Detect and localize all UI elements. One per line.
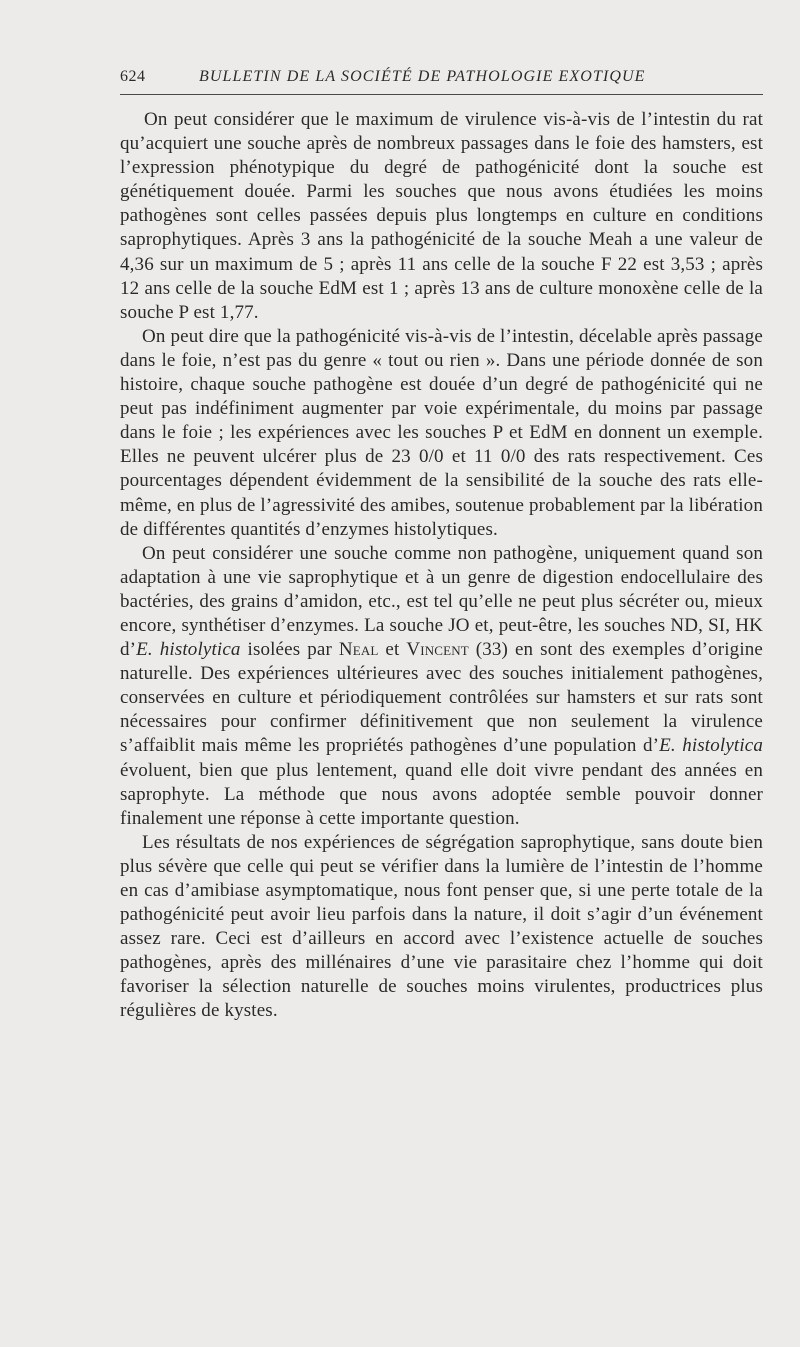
journal-title: BULLETIN DE LA SOCIÉTÉ DE PATHOLOGIE EXOTIQUE	[199, 68, 646, 85]
paragraph-non-pathogenic-strain	[120, 542, 763, 831]
paragraph-text-segment: évoluent, bien que plus lentement, quand elle doit vivre pendant des années en saprophyte. La méthode que nous avons adoptée semble pouvoir donner finalement une réponse à cette importante question.	[120, 759, 763, 829]
running-head	[120, 64, 763, 90]
species-name: E. histolytica	[659, 735, 763, 757]
paragraph-text-segment: (33) en sont des exemples d’origine naturelle. Des expériences ultérieures avec des souches initialement pathogènes, conservées en culture et périodiquement contrôlées sur hamsters et sur rats sont nécessaires pour confirmer définitivement que non seulement la virulence s’affaiblit mais même les propriétés pathogènes d’une population d’	[120, 639, 763, 757]
author-name: Vincent	[406, 639, 469, 661]
paragraph-saprophytic-segregation: Les résultats de nos expériences de ségrégation saprophytique, sans doute bien plus sévère que celle qui peut se vérifier dans la lumière de l’intestin de l’homme en cas d’amibiase asymptomatique, nous font penser que, si une perte totale de la pathogénicité peut avoir lieu parfois dans la nature, il doit s’agir d’un événement assez rare. Ceci est d’ailleurs en accord avec l’existence actuelle de souches pathogènes, après des millénaires d’une vie parasitaire chez l’homme qui doit favoriser la sélection naturelle de souches moins virulentes, productrices plus régulières de kystes.	[120, 831, 763, 1022]
species-name: E. histolytica	[136, 639, 241, 661]
article-body	[120, 108, 763, 1024]
paragraph-text-segment: et	[378, 639, 407, 661]
paragraph-virulence-maximum: On peut considérer que le maximum de virulence vis-à-vis de l’intestin du rat qu’acquiert une souche après de nombreux passages dans le foie des hamsters, est l’expression phénotypique du degré de pathogénicité dont la souche est génétiquement douée. Parmi les souches que nous avons étudiées les moins pathogènes sont celles passées depuis plus longtemps en culture en conditions saprophytiques. Après 3 ans la pathogénicité de la souche Meah a une valeur de 4,36 sur un maximum de 5 ; après 11 ans celle de la souche F 22 est 3,53 ; après 12 ans celle de la souche EdM est 1 ; après 13 ans de culture monoxène celle de la souche P est 1,77.	[120, 109, 763, 323]
paragraph-pathogenicity-degree: On peut dire que la pathogénicité vis-à-vis de l’intestin, décelable après passage dans le foie, n’est pas du genre « tout ou rien ». Dans une période donnée de son histoire, chaque souche pathogène est douée d’un degré de pathogénicité qui ne peut pas indéfiniment augmenter par voie expérimentale, du moins par passage dans le foie ; les expériences avec les souches P et EdM en donnent un exemple. Elles ne peuvent ulcérer plus de 23 0/0 et 11 0/0 des rats respectivement. Ces pourcentages dépendent évidemment de la sensibilité de la souche des rats elle-même, en plus de l’agressivité des amibes, soutenue probablement par la libération de différentes quantités d’enzymes histolytiques.	[120, 325, 763, 540]
page-number: 624	[120, 68, 146, 85]
header-rule	[120, 94, 763, 95]
paragraph-text-segment: On peut considérer une souche comme non pathogène, uniquement quand son adaptation à une vie saprophytique et à un genre de digestion endocellulaire des bactéries, des grains d’amidon, etc., est tel qu’elle ne peut plus sécréter ou, mieux encore, synthétiser d’enzymes. La souche JO et, peut-être, les souches ND, SI, HK d’	[120, 542, 763, 661]
paragraph-text-segment: isolées par	[240, 639, 339, 661]
author-name: Neal	[338, 639, 379, 661]
